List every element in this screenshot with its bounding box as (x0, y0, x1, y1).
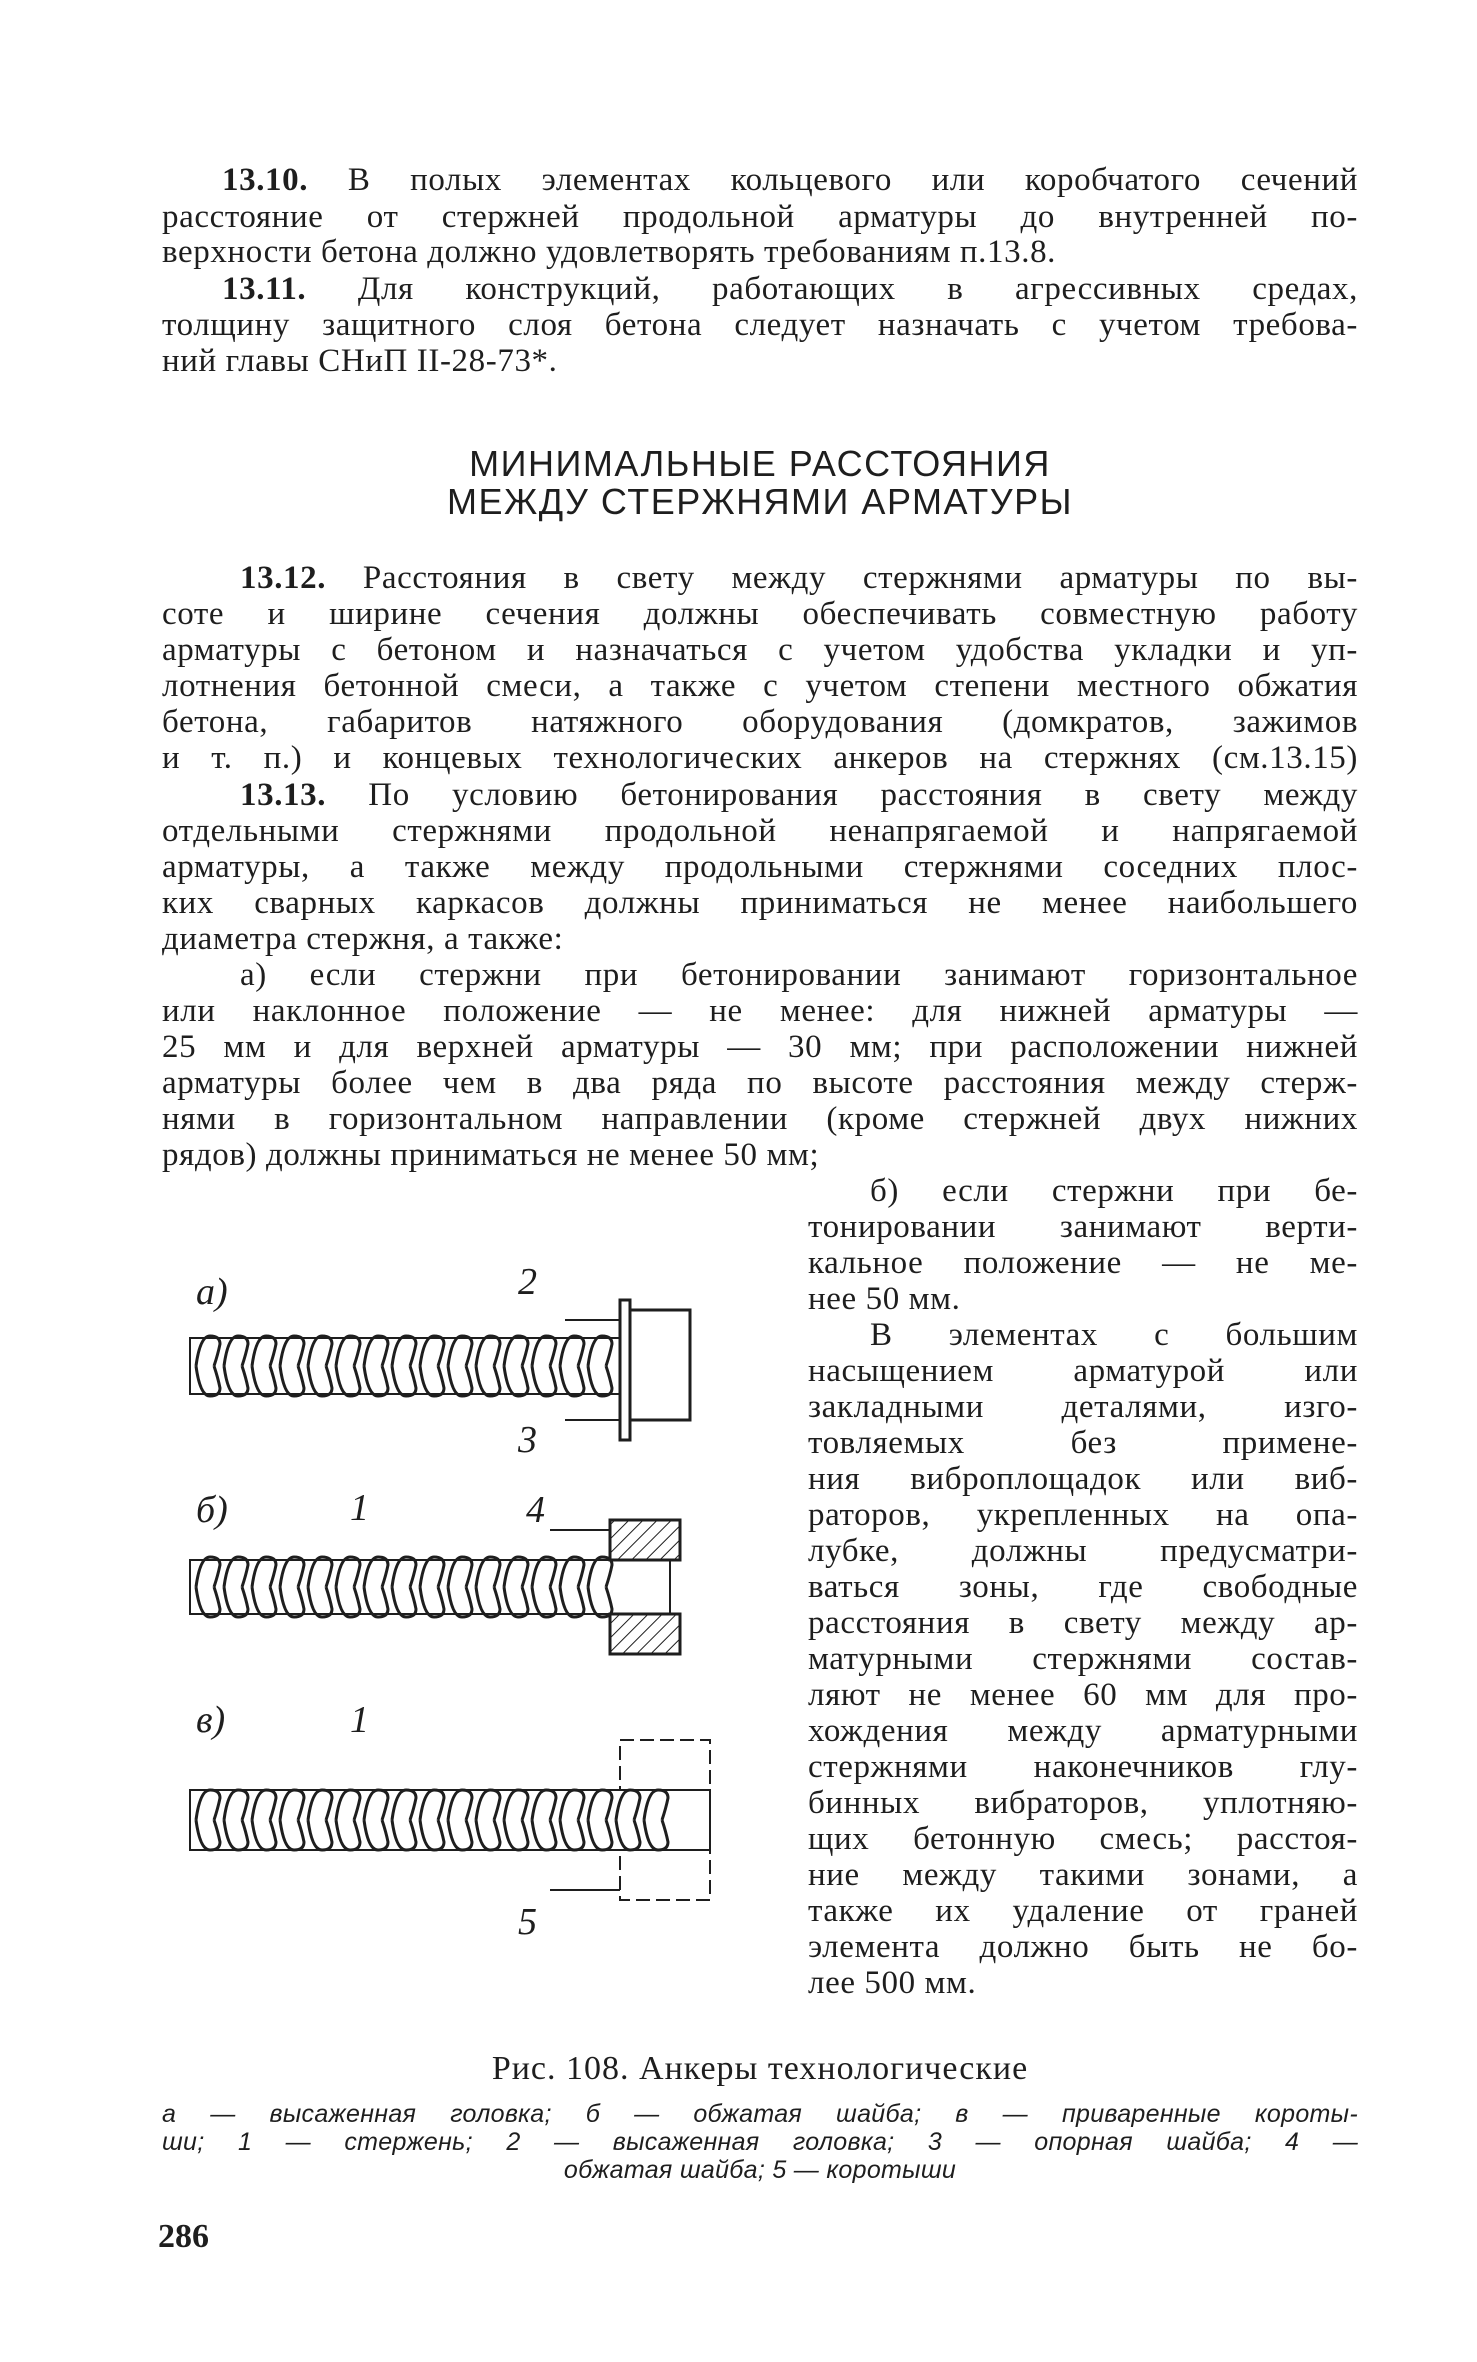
figure-label-b: б) (196, 1489, 228, 1531)
short-bar-bottom (620, 1850, 710, 1900)
text-line: арматуры более чем в два ряда по высоте расстояния между стерж- (162, 1065, 1358, 1101)
rebar-rib (560, 1790, 584, 1820)
text-line: арматуры, а также между продольными стержнями соседних плос- (162, 849, 1358, 885)
rebar-rib (252, 1336, 276, 1366)
rebar-rib (588, 1557, 612, 1587)
rebar-rib (364, 1336, 388, 1366)
rebar-rib (504, 1366, 528, 1396)
rebar-rib (476, 1366, 500, 1396)
figure-label-1b: 1 (350, 1699, 369, 1741)
rebar-rib (280, 1557, 304, 1587)
rebar-rib (588, 1587, 612, 1617)
text-line: ваться зоны, где свободные (808, 1569, 1358, 1605)
rebar-rib (308, 1820, 332, 1850)
text-line: ких сварных каркасов должны приниматься не менее наибольшего (162, 885, 1358, 921)
text-line: и т. п.) и концевых технологических анкеров на стержнях (см.13.15) (162, 740, 1358, 776)
figure-legend-line: обжатая шайба; 5 — коротыши (563, 2156, 957, 2184)
rebar-rib (308, 1557, 332, 1587)
rebar-rib (420, 1820, 444, 1850)
rebar-rib (224, 1557, 248, 1587)
rebar-rib (196, 1557, 220, 1587)
rebar-rib (532, 1587, 556, 1617)
rebar-rib (392, 1557, 416, 1587)
rebar-rib (252, 1790, 276, 1820)
rebar-rib (392, 1790, 416, 1820)
text-line: отдельными стержнями продольной ненапрягаемой и напрягаемой (162, 813, 1358, 849)
text-line: ний главы СНиП II-28-73*. (162, 343, 558, 379)
rebar-rib (420, 1587, 444, 1617)
text-line: арматуры с бетоном и назначаться с учетом удобства укладки и уп- (162, 632, 1358, 668)
rebar-rib (448, 1336, 472, 1366)
text-line: рядов) должны приниматься не менее 50 мм; (162, 1137, 820, 1173)
rebar-rib (196, 1336, 220, 1366)
text-line: диаметра стержня, а также: (162, 921, 564, 957)
text-line: хождения между арматурными (808, 1713, 1358, 1749)
rebar-rib (336, 1557, 360, 1587)
rebar-rib (308, 1336, 332, 1366)
rebar-rib (588, 1366, 612, 1396)
rebar-rib (364, 1820, 388, 1850)
rebar-rib (588, 1336, 612, 1366)
rebar-rib (560, 1366, 584, 1396)
rebar-rib (364, 1790, 388, 1820)
text-line: кальное положение — не ме- (808, 1245, 1358, 1281)
support-washer (620, 1300, 630, 1440)
rebar-rib (476, 1557, 500, 1587)
figure-label-2: 2 (518, 1261, 537, 1303)
rebar-rib (364, 1587, 388, 1617)
text-line: расстояния в свету между ар- (808, 1605, 1358, 1641)
rebar-rib (532, 1820, 556, 1850)
rebar-rib (252, 1820, 276, 1850)
figure-legend-line: ши; 1 — стержень; 2 — высаженная головка; 3 — опорная шайба; 4 — (162, 2128, 1358, 2156)
anchor-a-upset-head (190, 1300, 690, 1440)
text-line: лее 500 мм. (808, 1965, 977, 2001)
figure-label-5: 5 (518, 1901, 537, 1943)
text-line: лубке, должны предусматри- (808, 1533, 1358, 1569)
figure-label-v: в) (196, 1699, 226, 1741)
text-line: В элементах с большим (870, 1317, 1358, 1353)
anchor-v-welded-bars (190, 1740, 710, 1900)
rebar-rib (588, 1790, 612, 1820)
rebar-rib (420, 1336, 444, 1366)
figure-label-3: 3 (518, 1419, 537, 1461)
rebar-rib (196, 1790, 220, 1820)
text-line: щих бетонную смесь; расстоя- (808, 1821, 1358, 1857)
rebar-rib (196, 1587, 220, 1617)
rebar-rib (336, 1587, 360, 1617)
paragraph-number: 13.10. (222, 162, 309, 198)
text-span: Расстояния в свету между стержнями арматуры по вы- (362, 560, 1358, 596)
text-span: Для конструкций, работающих в агрессивных средах, (357, 271, 1358, 307)
figure-label-4: 4 (526, 1489, 545, 1531)
text-line: б) если стержни при бе- (870, 1173, 1358, 1209)
rebar-rib (588, 1820, 612, 1850)
text-line: бинных вибраторов, уплотняю- (808, 1785, 1358, 1821)
rebar-rib (448, 1366, 472, 1396)
rebar-rib (560, 1557, 584, 1587)
text-line: тонировании занимают верти- (808, 1209, 1358, 1245)
text-line: соте и ширине сечения должны обеспечивать совместную работу (162, 596, 1358, 632)
rebar-rib (476, 1790, 500, 1820)
section-heading-line-2: МЕЖДУ СТЕРЖНЯМИ АРМАТУРЫ (447, 481, 1073, 522)
rebar-rib (280, 1587, 304, 1617)
rebar-rib (280, 1790, 304, 1820)
rebar-rib (504, 1557, 528, 1587)
rebar-rib (308, 1366, 332, 1396)
text-line (240, 777, 1358, 814)
rebar-rib (196, 1366, 220, 1396)
rebar-rib (336, 1336, 360, 1366)
rebar-rib (336, 1790, 360, 1820)
text-line (240, 560, 1358, 597)
text-line: ния виброплощадок или виб- (808, 1461, 1358, 1497)
rebar-rib (560, 1820, 584, 1850)
rebar-rib (224, 1336, 248, 1366)
rebar-rib (252, 1587, 276, 1617)
rebar-rib (476, 1820, 500, 1850)
figure-label-1: 1 (350, 1487, 369, 1529)
rebar-rib (560, 1587, 584, 1617)
rebar-rib (224, 1587, 248, 1617)
crimped-washer-bottom (610, 1614, 680, 1654)
text-span: По условию бетонирования расстояния в свету между (368, 777, 1358, 813)
rebar-rib (504, 1790, 528, 1820)
text-line: лотнения бетонной смеси, а также с учетом степени местного обжатия (162, 668, 1358, 704)
rebar-rib (280, 1336, 304, 1366)
rebar-rib (532, 1557, 556, 1587)
rebar-rib (224, 1790, 248, 1820)
figure-label-a: а) (196, 1271, 228, 1313)
rebar-rib (196, 1820, 220, 1850)
rebar-rib (448, 1790, 472, 1820)
rebar-rib (392, 1366, 416, 1396)
rebar-rib (420, 1557, 444, 1587)
text-line: или наклонное положение — не менее: для нижней арматуры — (162, 993, 1358, 1029)
rebar-rib (392, 1820, 416, 1850)
rebar-rib (532, 1366, 556, 1396)
paragraph-number: 13.11. (222, 271, 307, 307)
rebar-rib (504, 1820, 528, 1850)
page-number: 286 (158, 2218, 209, 2255)
text-line: верхности бетона должно удовлетворять требованиям п.13.8. (162, 234, 1057, 270)
rebar-rib (560, 1336, 584, 1366)
rebar-rib (364, 1557, 388, 1587)
rebar-rib (252, 1557, 276, 1587)
anchors-drawing (180, 1270, 740, 1970)
rebar-rib (224, 1820, 248, 1850)
rebar-rib (280, 1820, 304, 1850)
rebar-rib (336, 1820, 360, 1850)
paragraph-number: 13.12. (240, 560, 327, 596)
text-span: В полых элементах кольцевого или коробчатого сечений (347, 162, 1358, 198)
rebar-rib (504, 1336, 528, 1366)
text-line: расстояние от стержней продольной арматуры до внутренней по- (162, 199, 1358, 235)
rebar-rib (532, 1336, 556, 1366)
text-line: нее 50 мм. (808, 1281, 961, 1317)
rebar-rib (644, 1790, 668, 1820)
text-line: матурными стержнями состав- (808, 1641, 1358, 1677)
rebar-rib (616, 1790, 640, 1820)
rebar-rib (308, 1790, 332, 1820)
rebar-rib (616, 1820, 640, 1850)
text-line: бетона, габаритов натяжного оборудования (домкратов, зажимов (162, 704, 1358, 740)
rebar-rib (308, 1587, 332, 1617)
rebar-rib (420, 1790, 444, 1820)
rebar-rib (392, 1587, 416, 1617)
text-line: 25 мм и для верхней арматуры — 30 мм; при расположении нижней (162, 1029, 1358, 1065)
rebar-rib (476, 1336, 500, 1366)
rebar-rib (392, 1336, 416, 1366)
text-line: толщину защитного слоя бетона следует назначать с учетом требова- (162, 307, 1358, 343)
text-line (222, 162, 1358, 199)
rebar-rib (448, 1820, 472, 1850)
text-line: насыщением арматурой или (808, 1353, 1358, 1389)
rebar-rib (532, 1790, 556, 1820)
text-line: ляют не менее 60 мм для про- (808, 1677, 1358, 1713)
rebar-rib (252, 1366, 276, 1396)
rebar-rib (224, 1366, 248, 1396)
rebar-rib (448, 1557, 472, 1587)
text-line: товляемых без примене- (808, 1425, 1358, 1461)
figure-legend-line: а — высаженная головка; б — обжатая шайба; в — приваренные короты- (162, 2100, 1358, 2128)
short-bar-top (620, 1740, 710, 1790)
text-line: закладными деталями, изго- (808, 1389, 1358, 1425)
text-line (222, 271, 1358, 308)
rebar-rib (336, 1366, 360, 1396)
text-line: а) если стержни при бетонировании занимают горизонтальное (240, 957, 1358, 993)
text-line: нями в горизонтальном направлении (кроме стержней двух нижних (162, 1101, 1358, 1137)
text-line: раторов, укрепленных на опа- (808, 1497, 1358, 1533)
text-line: также их удаление от граней (808, 1893, 1358, 1929)
paragraph-number: 13.13. (240, 777, 327, 813)
text-line: элемента должно быть не бо- (808, 1929, 1358, 1965)
figure-caption: Рис. 108. Анкеры технологические (491, 2050, 1029, 2087)
rebar-rib (644, 1820, 668, 1850)
crimped-washer-top (610, 1520, 680, 1560)
text-line: ние между такими зонами, а (808, 1857, 1358, 1893)
anchor-b-crimped-washer (190, 1520, 680, 1654)
rebar-rib (504, 1587, 528, 1617)
rebar-rib (364, 1366, 388, 1396)
rebar-rib (476, 1587, 500, 1617)
section-heading-line-1: МИНИМАЛЬНЫЕ РАССТОЯНИЯ (469, 443, 1051, 484)
text-line: стержнями наконечников глу- (808, 1749, 1358, 1785)
rebar-rib (420, 1366, 444, 1396)
rebar-rib (448, 1587, 472, 1617)
rebar-rib (280, 1366, 304, 1396)
upset-head (630, 1310, 690, 1420)
